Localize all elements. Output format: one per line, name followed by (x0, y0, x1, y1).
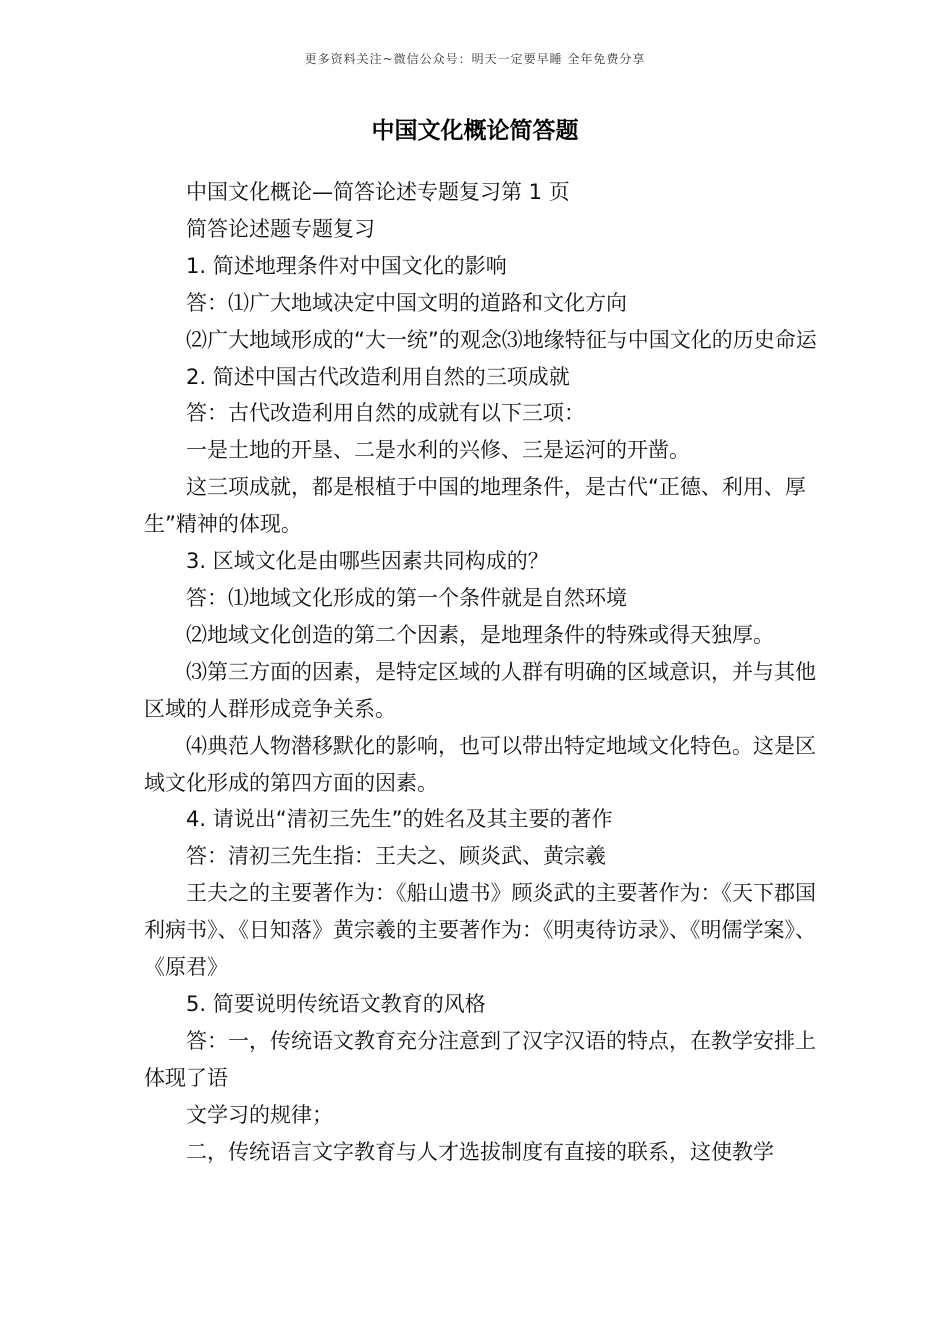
page-title: 中国文化概论简答题 (371, 118, 579, 144)
answer-paragraph: 文学习的规律； (186, 1102, 333, 1127)
answer-paragraph: 答：清初三先生指：王夫之、顾炎武、黄宗羲 (186, 844, 606, 869)
answer-paragraph: 答：一，传统语文教育充分注意到了汉字汉语的特点，在教学安排上体现了语 (144, 1028, 816, 1090)
answer-paragraph: ⑵广大地域形成的“大一统”的观念⑶地缘特征与中国文化的历史命运 (186, 327, 817, 352)
answer-paragraph: 答：⑴地域文化形成的第一个条件就是自然环境 (186, 585, 627, 610)
answer-paragraph: 王夫之的主要著作为：《船山遗书》顾炎武的主要著作为：《天下郡国利病书》、《日知落》黄宗羲的主要著作为：《明夷待访录》、《明儒学案》、《原君》 (144, 881, 816, 980)
paragraph: 中国文化概论—简答论述专题复习第 1 页 (186, 180, 570, 204)
document-body (144, 174, 824, 1170)
question-heading: 5. 简要说明传统语文教育的风格 (186, 991, 486, 1016)
answer-paragraph: 答：古代改造利用自然的成就有以下三项： (186, 401, 585, 426)
paragraph: 简答论述题专题复习 (186, 216, 375, 241)
answer-paragraph: ⑷典范人物潜移默化的影响，也可以带出特定地域文化特色。这是区域文化形成的第四方面的因素。 (144, 733, 816, 795)
answer-paragraph: 答：⑴广大地域决定中国文明的道路和文化方向 (186, 290, 627, 315)
question-heading: 2. 简述中国古代改造利用自然的三项成就 (186, 364, 570, 389)
question-heading: 4. 请说出“清初三先生”的姓名及其主要的著作 (186, 807, 613, 832)
answer-paragraph: ⑵地域文化创造的第二个因素，是地理条件的特殊或得天独厚。 (186, 622, 774, 647)
answer-paragraph: 二，传统语言文字教育与人才选拔制度有直接的联系，这使教学 (186, 1139, 774, 1164)
answer-paragraph: ⑶第三方面的因素，是特定区域的人群有明确的区域意识，并与其他区域的人群形成竞争关系。 (144, 659, 816, 721)
answer-paragraph: 这三项成就，都是根植于中国的地理条件，是古代“正德、利用、厚生”精神的体现。 (144, 475, 806, 537)
header-note: 更多资料关注~微信公众号：明天一定要早睡 全年免费分享 (304, 52, 646, 66)
question-heading: 1. 简述地理条件对中国文化的影响 (186, 253, 507, 278)
answer-paragraph: 一是土地的开垦、二是水利的兴修、三是运河的开凿。 (186, 438, 690, 463)
question-heading: 3. 区域文化是由哪些因素共同构成的？ (186, 549, 549, 574)
